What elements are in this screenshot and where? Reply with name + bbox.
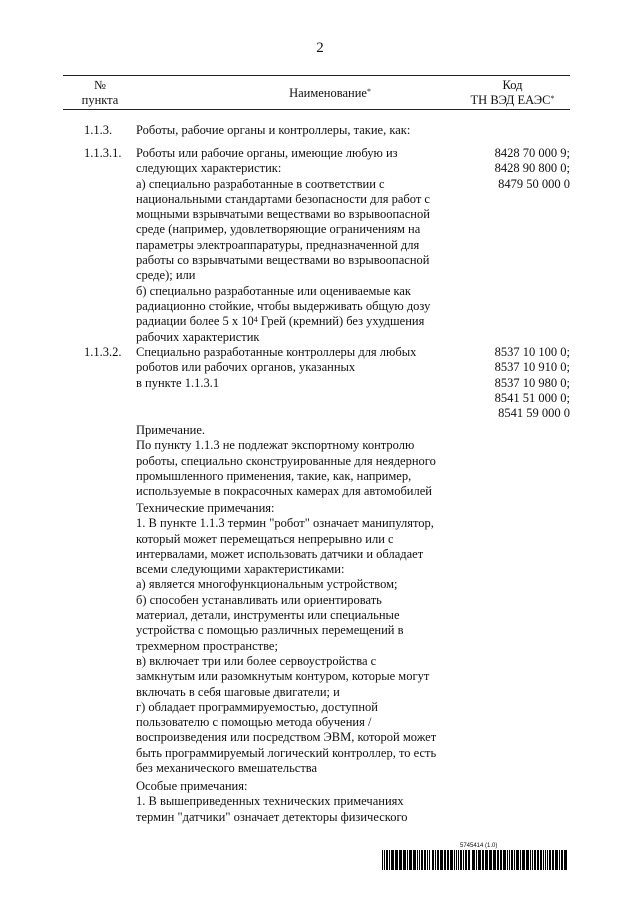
- text-line: По пункту 1.1.3 не подлежат экспортному контролю: [136, 438, 415, 453]
- tech-notes-title: Технические примечания:: [136, 501, 275, 515]
- text-line: рабочих характеристик: [136, 329, 260, 344]
- text-line: промышленного применения, такие, как, например,: [136, 468, 412, 483]
- text-line: воспроизведения или посредством ЭВМ, которой может: [136, 730, 437, 745]
- dose-text: Грей (кремний) без ухудшения: [257, 314, 425, 329]
- header-col-name-label: Наименование: [289, 86, 367, 100]
- barcode-image: [382, 850, 570, 870]
- code-value: 8537 10 980 0;: [494, 375, 570, 390]
- header-col-code-label: ТН ВЭД ЕАЭС: [470, 93, 551, 107]
- dose-line: [136, 314, 430, 329]
- code-value: 8541 59 000 0: [498, 406, 570, 421]
- row-number: 1.1.3.1.: [84, 146, 122, 160]
- text-line: устройства с помощью различных перемещений в: [136, 623, 404, 638]
- text-line: среде); или: [136, 268, 196, 283]
- text-line: термин "датчики" означает детекторы физического: [136, 809, 408, 824]
- text-line: Специально разработанные контроллеры для любых: [136, 345, 417, 359]
- code-value: 8428 90 800 0;: [494, 161, 570, 176]
- text-line: без механического вмешательства: [136, 761, 318, 776]
- text-line: радиационно стойкие, чтобы выдерживать общую дозу: [136, 298, 431, 313]
- text-line: включать в себя шаговые двигатели; и: [136, 684, 340, 699]
- row-codes: [440, 146, 570, 192]
- row-number: 1.1.3.: [84, 123, 113, 137]
- text-line: трехмерном пространстве;: [136, 638, 278, 653]
- text-line: который может перемещаться непрерывно или с: [136, 531, 394, 546]
- header-col-code: [455, 78, 570, 108]
- text-line: г) обладает программируемостью, доступной: [136, 699, 378, 714]
- text-line: мощными взрывчатыми веществами во взрывоопасной: [136, 207, 430, 222]
- row-text: [136, 146, 430, 345]
- code-value: 8537 10 910 0;: [494, 360, 570, 375]
- note-title: Примечание.: [136, 423, 206, 437]
- text-line: Роботы или рабочие органы, имеющие любую из: [136, 146, 398, 160]
- text-line: используемые в покрасочных камерах для автомобилей: [136, 484, 432, 499]
- text-line: среде (например, удовлетворяющие ограничениям на: [136, 222, 421, 237]
- text-line: работы со взрывчатыми веществами во взрывоопасной: [136, 253, 430, 268]
- text-line: роботы, специально сконструированные для неядерного: [136, 453, 436, 468]
- text-line: всеми следующими характеристиками:: [136, 562, 345, 577]
- header-col-name: [220, 86, 440, 101]
- text-line: интервалами, может использовать датчики и обладает: [136, 546, 424, 561]
- special-notes-title: Особые примечания:: [136, 779, 248, 793]
- text-line: а) специально разработанные в соответствии с: [136, 176, 385, 191]
- header-top-rule: [63, 75, 570, 76]
- dose-exponent: 4: [253, 315, 258, 325]
- text-line: 1. В вышеприведенных технических примечаниях: [136, 794, 404, 809]
- header-bottom-rule: [63, 109, 570, 110]
- text-line: быть программируемый логический контроллер, то есть: [136, 745, 437, 760]
- note-block: [136, 423, 436, 499]
- row-text: [136, 123, 410, 138]
- text-line: национальными стандартами безопасности для работ с: [136, 191, 430, 206]
- text-line: пользователю с помощью метода обучения /: [136, 715, 372, 730]
- dose-text: радиации более 5 x 10: [136, 314, 254, 329]
- code-value: 8537 10 100 0;: [494, 345, 570, 359]
- text-line: б) способен устанавливать или ориентировать: [136, 592, 382, 607]
- page-number: 2: [316, 40, 324, 56]
- barcode-label: 5745414 (1.0): [460, 843, 498, 849]
- text-line: а) является многофункциональным устройством;: [136, 577, 398, 592]
- header-col-name-asterisk: *: [366, 87, 371, 96]
- row-number: 1.1.3.2.: [84, 345, 122, 359]
- header-col-code-asterisk: *: [550, 94, 555, 103]
- text-line: параметры электроаппаратуры, предназначенной для: [136, 237, 420, 252]
- tech-notes-block: [136, 501, 436, 776]
- text-line: Роботы, рабочие органы и контроллеры, такие, как:: [136, 123, 411, 137]
- header-col-code-line: Код: [502, 78, 523, 92]
- code-value: 8479 50 000 0: [498, 176, 570, 191]
- header-col-code-line: [455, 93, 570, 108]
- text-line: в пункте 1.1.3.1: [136, 375, 220, 390]
- row-text: [136, 345, 416, 391]
- text-line: следующих характеристик:: [136, 161, 282, 176]
- header-col-number-line: №: [94, 78, 106, 92]
- header-col-number: [70, 78, 130, 108]
- text-line: замкнутым или разомкнутым контуром, которые могут: [136, 669, 430, 684]
- special-notes-block: [136, 779, 408, 825]
- text-line: б) специально разработанные или оцениваемые как: [136, 283, 411, 298]
- text-line: в) включает три или более сервоустройства с: [136, 653, 377, 668]
- row-codes: [440, 345, 570, 421]
- code-value: 8428 70 000 9;: [494, 146, 570, 160]
- header-col-number-line: пункта: [81, 93, 119, 107]
- code-value: 8541 51 000 0;: [494, 390, 570, 405]
- text-line: 1. В пункте 1.1.3 термин "робот" означает манипулятор,: [136, 516, 434, 531]
- text-line: роботов или рабочих органов, указанных: [136, 360, 356, 375]
- text-line: материал, детали, инструменты или специальные: [136, 608, 400, 623]
